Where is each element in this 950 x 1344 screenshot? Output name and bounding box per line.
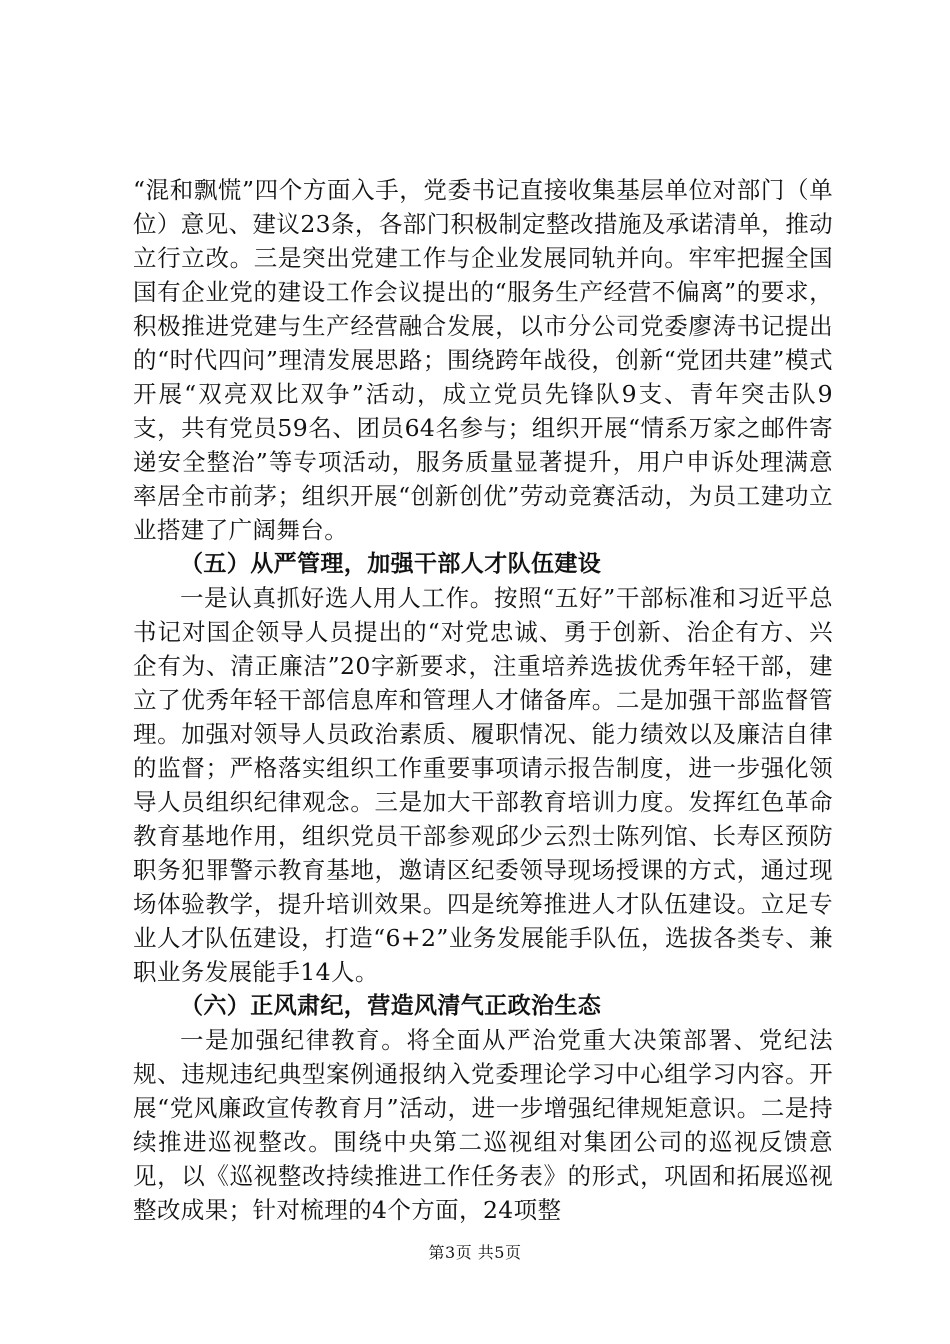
body-paragraph: 一是认真抓好选人用人工作。按照“五好”干部标准和习近平总书记对国企领导人员提出的“对党忠诚、勇于创新、治企有方、兴企有为、清正廉洁”20字新要求，注重培养选拔优秀年轻干部，建立了优秀年轻干部信息库和管理人才储备库。二是加强干部监督管理。加强对领导人员政治素质、履职情况、能力绩效以及廉洁自律的监督；严格落实组织工作重要事项请示报告制度，进一步强化领导人员组织纪律观念。三是加大干部教育培训力度。发挥红色革命教育基地作用，组织党员干部参观邱少云烈士陈列馆、长寿区预防职务犯罪警示教育基地，邀请区纪委领导现场授课的方式，通过现场体验教学，提升培训效果。四是统筹推进人才队伍建设。立足专业人才队伍建设，打造“6+2”业务发展能手队伍，选拔各类专、兼职业务发展能手14人。 — [133, 584, 833, 986]
body-paragraph: “混和飘慌”四个方面入手，党委书记直接收集基层单位对部门（单位）意见、建议23条，各部门积极制定整改措施及承诺清单，推动立行立改。三是突出党建工作与企业发展同轨并向。牢牢把握全国国有企业党的建设工作会议提出的“服务生产经营不偏离”的要求，积极推进党建与生产经营融合发展，以市分公司党委廖涛书记提出的“时代四问”理清发展思路；围绕跨年战役，创新“党团共建”模式开展“双亮双比双争”活动，成立党员先锋队9支、青年突击队9支，共有党员59名、团员64名参与；组织开展“情系万家之邮件寄递安全整治”等专项活动，服务质量显著提升，用户申诉处理满意率居全市前茅；组织开展“创新创优”劳动竞赛活动，为员工建功立业搭建了广阔舞台。 — [133, 176, 833, 544]
page-number-footer: 第3页 共5页 — [428, 1243, 522, 1262]
section-heading-5: （五）从严管理，加强干部人才队伍建设 — [180, 551, 602, 577]
body-paragraph: 一是加强纪律教育。将全面从严治党重大决策部署、党纪法规、违规违纪典型案例通报纳入党委理论学习中心组学习内容。开展“党风廉政宣传教育月”活动，进一步增强纪律规矩意识。二是持续推进巡视整改。围绕中央第二巡视组对集团公司的巡视反馈意见，以《巡视整改持续推进工作任务表》的形式，巩固和拓展巡视整改成果；针对梳理的4个方面，24项整 — [133, 1026, 833, 1224]
document-body — [133, 173, 833, 1227]
section-heading-6: （六）正风肃纪，营造风清气正政治生态 — [180, 993, 602, 1019]
